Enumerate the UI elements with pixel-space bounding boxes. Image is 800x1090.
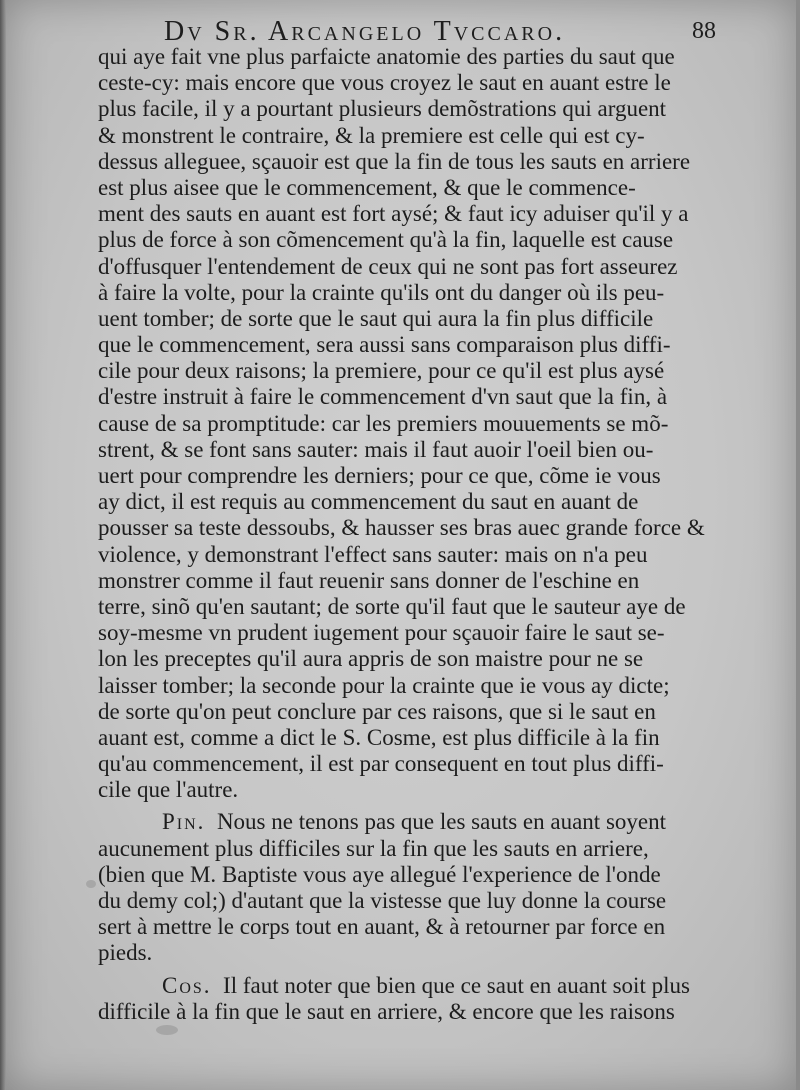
paper-stain bbox=[156, 1025, 178, 1035]
text-line: terre, sinõ qu'en sautant; de sorte qu'il faut que le sauteur aye de bbox=[98, 593, 686, 619]
paragraph-1 bbox=[98, 44, 726, 803]
text-line: sert à mettre le corps tout en auant, & à retourner par force en bbox=[98, 914, 666, 940]
paragraph-3-lines bbox=[98, 999, 726, 1025]
text-line: soy-mesme vn prudent iugement pour sçauoir faire le saut se- bbox=[98, 620, 665, 646]
speaker-label: Cos. bbox=[162, 972, 212, 998]
text-line: est plus aisee que le commencement, & que le commence- bbox=[98, 174, 636, 200]
text-line bbox=[98, 809, 726, 835]
text-line: plus de force à son cõmencement qu'à la fin, laquelle est cause bbox=[98, 227, 674, 253]
text-line: & monstrent le contraire, & la premiere est celle qui est cy- bbox=[98, 122, 645, 148]
text-line: que le commencement, sera aussi sans comparaison plus diffi- bbox=[98, 332, 671, 358]
text-line: à faire la volte, pour la crainte qu'ils ont du danger où ils peu- bbox=[98, 279, 665, 305]
text-line: aucunement plus difficiles sur la fin que les sauts en arriere, bbox=[98, 835, 649, 861]
text-line: pousser sa teste dessoubs, & hausser ses bras auec grande force & bbox=[98, 515, 705, 541]
text-line: laisser tomber; la seconde pour la crainte que ie vous ay dicte; bbox=[98, 672, 670, 698]
text-line: du demy col;) d'autant que la vistesse que luy donne la course bbox=[98, 888, 667, 913]
text-line: cile que l'autre. bbox=[98, 777, 239, 803]
text-line: ay dict, il est requis au commencement du saut en auant de bbox=[98, 489, 639, 515]
book-page bbox=[6, 0, 796, 1090]
text-line: ceste-cy: mais encore que vous croyez le saut en auant estre le bbox=[98, 70, 671, 96]
text-line: (bien que M. Baptiste vous aye allegué l'experience de l'onde bbox=[98, 861, 661, 887]
text-line: difficile à la fin que le saut en arriere, & encore que les raisons bbox=[98, 998, 675, 1024]
text-line: violence, y demonstrant l'effect sans sauter: mais on n'a peu bbox=[98, 541, 648, 567]
paper-stain bbox=[86, 880, 96, 888]
text-line: plus facile, il y a pourtant plusieurs demõstrations qui arguent bbox=[98, 96, 667, 122]
text-line: qu'au commencement, il est par consequent en tout plus diffi- bbox=[98, 751, 664, 777]
text-line: dessus alleguee, sçauoir est que la fin de tous les sauts en arriere bbox=[98, 148, 691, 174]
text-line: uert pour comprendre les derniers; pour ce que, cõme ie vous bbox=[98, 463, 661, 488]
text-line: auant est, comme a dict le S. Cosme, est plus difficile à la fin bbox=[98, 724, 660, 750]
speaker-label: Pin. bbox=[162, 809, 206, 835]
text-line: de sorte qu'on peut conclure par ces raisons, que si le saut en bbox=[98, 698, 656, 724]
text-line: cause de sa promptitude: car les premiers mouuements se mõ- bbox=[98, 410, 669, 436]
text-line bbox=[98, 973, 726, 999]
paragraph-3 bbox=[98, 973, 726, 1025]
paragraph-2-lines bbox=[98, 836, 726, 967]
page-number: 88 bbox=[692, 18, 716, 44]
text-line: strent, & se font sans sauter: mais il faut auoir l'oeil bien ou- bbox=[98, 436, 654, 462]
text-line: cile pour deux raisons; la premiere, pour ce qu'il est plus aysé bbox=[98, 358, 665, 384]
paragraph-2 bbox=[98, 809, 726, 966]
text-line: qui aye fait vne plus parfaicte anatomie des parties du saut que bbox=[98, 44, 675, 69]
body-text bbox=[98, 44, 726, 1025]
text-line: ment des sauts en auant est fort aysé; & faut icy aduiser qu'il y a bbox=[98, 201, 689, 227]
running-title: Dv Sr. Arcangelo Tvccaro. bbox=[164, 16, 566, 47]
text-line: d'estre instruit à faire le commencement d'vn saut que la fin, à bbox=[98, 384, 668, 410]
speech-text: Nous ne tenons pas que les sauts en auant soyent bbox=[216, 809, 666, 835]
text-line: d'offusquer l'entendement de ceux qui ne sont pas fort asseurez bbox=[98, 253, 678, 279]
text-line: lon les preceptes qu'il aura appris de son maistre pour ne se bbox=[98, 646, 644, 672]
text-line: monstrer comme il faut reuenir sans donner de l'eschine en bbox=[98, 567, 640, 593]
speech-text: Il faut noter que bien que ce saut en auant soit plus bbox=[223, 972, 690, 998]
text-line: uent tomber; de sorte que le saut qui aura la fin plus difficile bbox=[98, 305, 654, 331]
text-line: pieds. bbox=[98, 940, 153, 966]
